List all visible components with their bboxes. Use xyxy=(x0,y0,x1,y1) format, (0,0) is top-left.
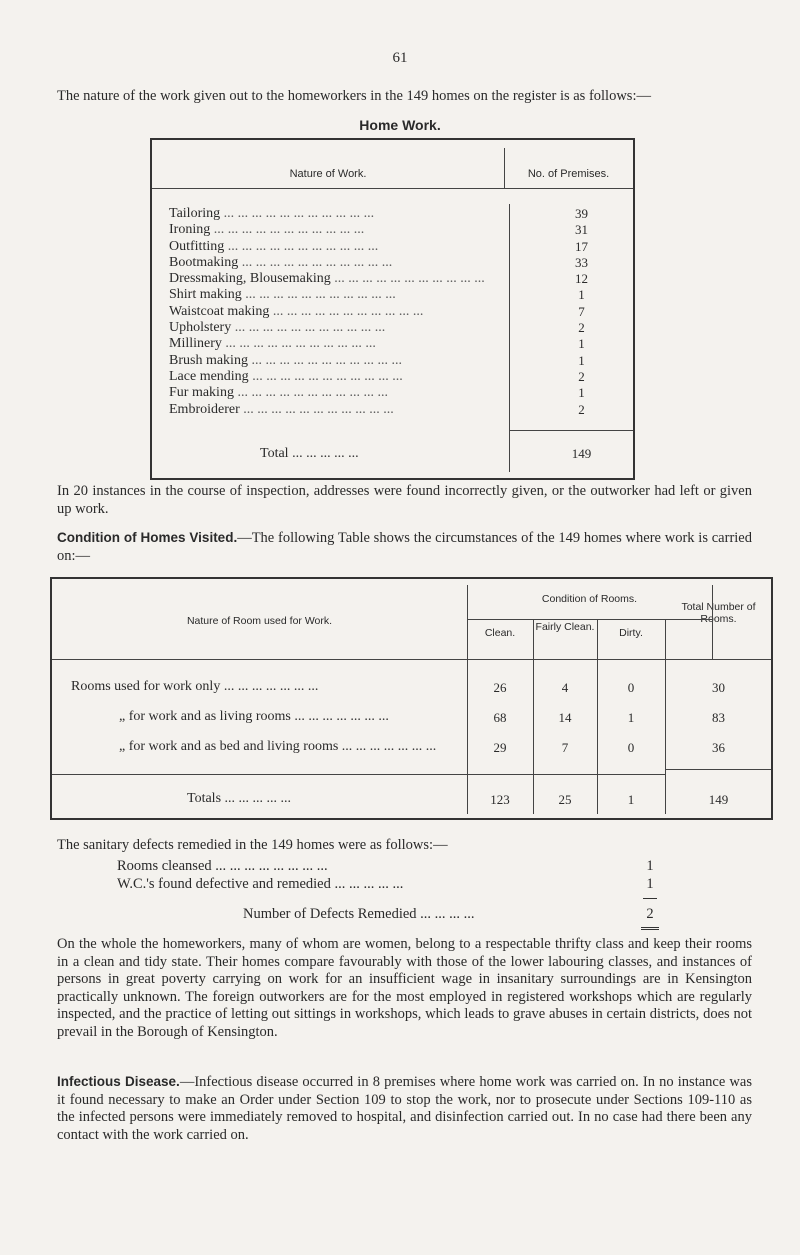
totals-rule xyxy=(52,774,665,775)
dirty-count: 1 xyxy=(627,710,635,725)
condition-text: —The following Table shows the circumstances of the 149 homes where work is carried on:— xyxy=(57,530,752,564)
clean-count: 29 xyxy=(493,740,507,755)
premises-count: 1 xyxy=(578,336,585,352)
totals-clean: 123 xyxy=(490,792,510,807)
table-row xyxy=(169,353,633,369)
premises-count: 12 xyxy=(575,271,588,287)
page-number: 61 xyxy=(392,50,408,66)
col-nature-of-room: Nature of Room used for Work. xyxy=(186,615,333,627)
sanitary-intro: The sanitary defects remedied in the 149 homes were as follows:— xyxy=(57,837,448,853)
intro-paragraph: The nature of the work given out to the homeworkers in the 149 homes on the register is as follows:— xyxy=(57,88,651,104)
column-divider xyxy=(504,148,505,188)
defects-total-value: 2 xyxy=(646,906,654,922)
defect-value: 1 xyxy=(646,858,654,874)
premises-count: 1 xyxy=(578,352,585,368)
table-row xyxy=(169,336,633,352)
fairly-clean-count: 4 xyxy=(561,680,569,695)
work-label: Dressmaking, Blousemaking ... ... ... ... ... ... ... ... ... ... ... xyxy=(169,271,485,287)
work-label: Fur making ... ... ... ... ... ... ... ... ... ... ... xyxy=(169,385,388,401)
totals-label: Totals ... ... ... ... ... xyxy=(187,791,292,806)
work-label: Brush making ... ... ... ... ... ... ... ... ... ... ... xyxy=(169,352,402,368)
header-rule xyxy=(52,659,771,660)
col-condition-of-rooms: Condition of Rooms. xyxy=(541,593,638,605)
clean-count: 26 xyxy=(493,680,507,695)
work-label: Millinery ... ... ... ... ... ... ... ... ... ... ... xyxy=(169,336,376,352)
total-count: 83 xyxy=(712,710,725,725)
col-dirty: Dirty. xyxy=(619,627,643,639)
table-body xyxy=(169,206,633,418)
table-header xyxy=(152,140,633,189)
infectious-heading: Infectious Disease. xyxy=(57,1074,180,1089)
totals-dirty: 1 xyxy=(627,792,635,807)
premises-count: 2 xyxy=(578,368,585,384)
condition-heading: Condition of Homes Visited. xyxy=(57,530,238,545)
sum-rule xyxy=(643,898,657,899)
work-label: Lace mending ... ... ... ... ... ... ... ... ... ... ... xyxy=(169,368,403,384)
whole-paragraph: On the whole the homeworkers, many of whom are women, belong to a respectable thrifty class and keep their rooms in a clean and tidy state. Their homes compare favourably with those of the lower labouring classes, and instances of persons in great poverty carrying on work for an insufficient wage in insanitary surroundings are in Kensington practically unknown. The foreign outworkers are for the most employed in registered workshops which are regularly inspected, and the practice of letting out sittings in workshops, which leads to grave abuses in certain districts, does not prevail in the Borough of Kensington. xyxy=(57,936,752,1040)
work-label: Ironing ... ... ... ... ... ... ... ... ... ... ... xyxy=(169,222,365,238)
condition-paragraph xyxy=(57,529,752,565)
work-label: Shirt making ... ... ... ... ... ... ... ... ... ... ... xyxy=(169,287,396,303)
totals-fairly: 25 xyxy=(558,792,572,807)
work-label: Waistcoat making ... ... ... ... ... ... ... ... ... ... ... xyxy=(169,303,424,319)
defects-total-label: Number of Defects Remedied ... ... ... ... xyxy=(243,906,475,922)
col-no-of-premises: No. of Premises. xyxy=(527,168,610,180)
table-row xyxy=(169,385,633,401)
dirty-count: 0 xyxy=(627,740,635,755)
total-count: 30 xyxy=(712,680,725,695)
table-row xyxy=(169,287,633,303)
rooms-table xyxy=(50,577,773,820)
dirty-count: 0 xyxy=(627,680,635,695)
total-label: Total ... ... ... ... ... xyxy=(260,446,359,461)
col-fairly-clean: Fairly Clean. xyxy=(535,621,595,633)
work-label: Tailoring ... ... ... ... ... ... ... ... ... ... ... xyxy=(169,206,375,221)
table-row xyxy=(169,369,633,385)
total-rule xyxy=(510,430,633,431)
col-nature-of-work: Nature of Work. xyxy=(289,168,367,180)
table-row xyxy=(169,222,633,238)
header-rule xyxy=(467,619,712,620)
table-row xyxy=(169,255,633,271)
totals-rule xyxy=(665,769,771,770)
premises-count: 1 xyxy=(578,287,585,303)
premises-count: 1 xyxy=(578,385,585,401)
premises-count: 2 xyxy=(578,320,585,336)
defect-item: W.C.'s found defective and remedied ... ... ... ... ... xyxy=(117,876,404,892)
home-work-caption: Home Work. xyxy=(359,117,441,133)
totals-total: 149 xyxy=(708,792,729,807)
room-label: „ for work and as bed and living rooms ... ... ... ... ... ... ... xyxy=(119,739,437,754)
table-row xyxy=(169,402,633,418)
work-label: Outfitting ... ... ... ... ... ... ... ... ... ... ... xyxy=(169,238,379,254)
room-label: Rooms used for work only ... ... ... ... ... ... ... xyxy=(71,679,319,694)
defect-value: 1 xyxy=(646,876,654,892)
col-total-rooms: Total Number of Rooms. xyxy=(681,601,756,625)
total-value: 149 xyxy=(571,446,592,461)
premises-count: 17 xyxy=(575,238,588,254)
table-row xyxy=(169,271,633,287)
premises-count: 31 xyxy=(575,222,588,238)
room-label: „ for work and as living rooms ... ... ... ... ... ... ... xyxy=(119,709,389,724)
defect-item: Rooms cleansed ... ... ... ... ... ... ... ... xyxy=(117,858,328,874)
work-label: Bootmaking ... ... ... ... ... ... ... ... ... ... ... xyxy=(169,254,393,270)
premises-count: 33 xyxy=(575,254,588,270)
table-row xyxy=(169,304,633,320)
table-row xyxy=(169,206,633,222)
infectious-text: —Infectious disease occurred in 8 premises where home work was carried on. In no instance was it found necessary to make an Order under Section 109 to stop the work, nor to prosecute under Sections 109-110 as the infected persons were immediately removed to hospital, and disinfection carried out. In no case had there been any contact with the work carried on. xyxy=(57,1074,752,1143)
work-label: Upholstery ... ... ... ... ... ... ... ... ... ... ... xyxy=(169,320,386,336)
column-divider xyxy=(712,585,713,659)
infectious-paragraph xyxy=(57,1073,752,1144)
clean-count: 68 xyxy=(493,710,507,725)
premises-count: 39 xyxy=(575,206,588,221)
premises-count: 2 xyxy=(578,401,585,417)
col-clean: Clean. xyxy=(484,627,516,639)
fairly-clean-count: 7 xyxy=(561,740,569,755)
double-rule xyxy=(641,927,659,930)
fairly-clean-count: 14 xyxy=(558,710,572,725)
home-work-table xyxy=(150,138,635,480)
total-count: 36 xyxy=(712,740,725,755)
instances-paragraph: In 20 instances in the course of inspection, addresses were found incorrectly given, or the outworker had left or given up work. xyxy=(57,483,752,517)
table-row xyxy=(169,320,633,336)
work-label: Embroiderer ... ... ... ... ... ... ... ... ... ... ... xyxy=(169,401,394,417)
premises-count: 7 xyxy=(578,303,585,319)
table-row xyxy=(169,239,633,255)
